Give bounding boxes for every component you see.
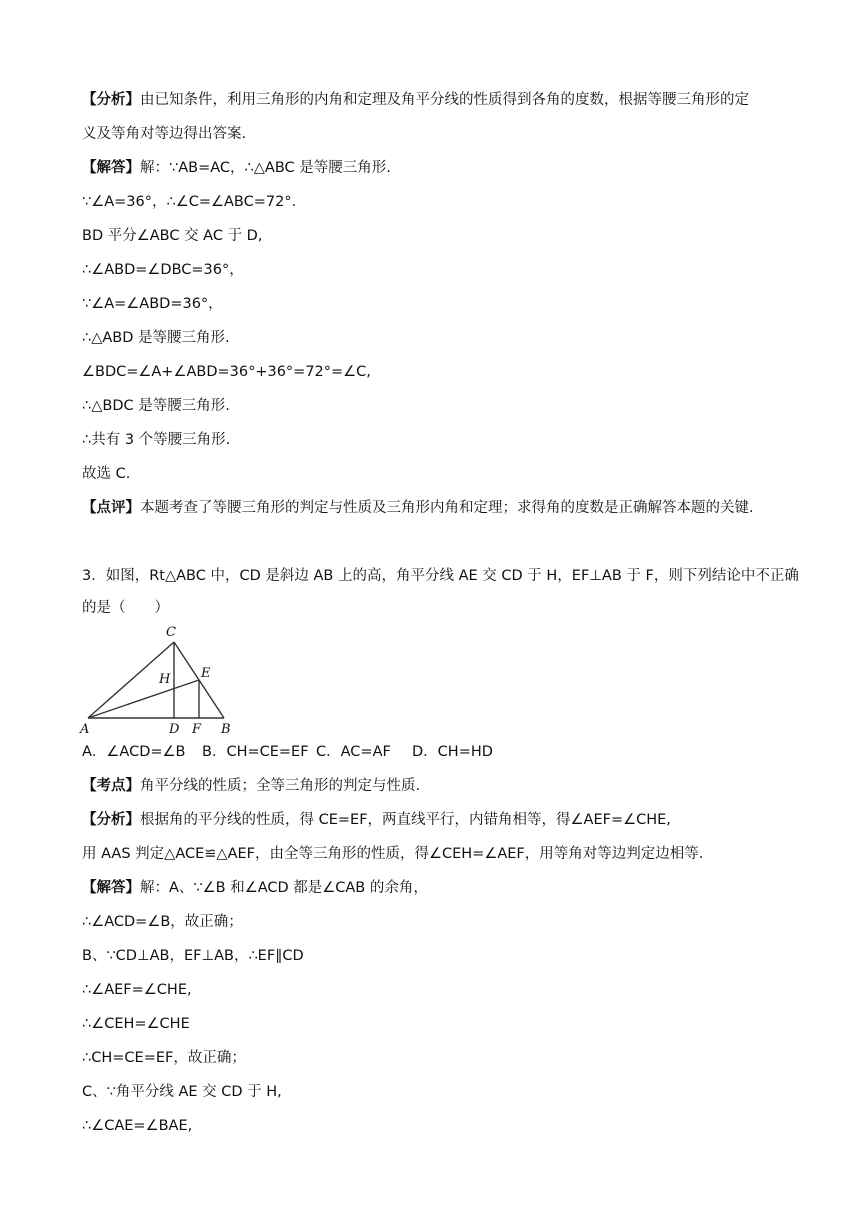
solution-line-7: ∠BDC=∠A+∠ABD=36°+36°=72°=∠C, <box>82 364 371 380</box>
solution-2-text: 解：A、∵∠B 和∠ACD 都是∠CAB 的余角， <box>140 880 428 896</box>
solution-2-line-6: ∴CH=CE=EF，故正确； <box>82 1050 246 1066</box>
analysis-text: 由已知条件，利用三角形的内角和定理及角平分线的性质得到各角的度数，根据等腰三角形的定 <box>140 92 749 108</box>
option-a: A．∠ACD=∠B <box>82 744 186 760</box>
comment-text: 本题考查了等腰三角形的判定与性质及三角形内角和定理；求得角的度数是正确解答本题的关键. <box>140 500 754 516</box>
solution-line-1 <box>82 158 391 178</box>
solution-line-2: ∵∠A=36°，∴∠C=∠ABC=72°. <box>82 194 297 210</box>
segment-ae <box>88 680 199 718</box>
solution-2-line-3: B、∵CD⊥AB，EF⊥AB，∴EF∥CD <box>82 948 304 964</box>
solution-2-line-1 <box>82 878 428 898</box>
label-c: C <box>166 625 176 640</box>
analysis-2-tag: 【分析】 <box>82 812 140 828</box>
knowledge-point-text: 角平分线的性质；全等三角形的判定与性质. <box>140 778 421 794</box>
label-b: B <box>221 722 231 737</box>
analysis-2-line-1 <box>82 810 671 830</box>
solution-text: 解：∵AB=AC，∴△ABC 是等腰三角形. <box>140 160 391 176</box>
solution-line-9: ∴共有 3 个等腰三角形. <box>82 432 231 448</box>
label-d: D <box>169 722 180 737</box>
analysis-2-text: 根据角的平分线的性质，得 CE=EF，两直线平行，内错角相等，得∠AEF=∠CHE, <box>140 812 671 828</box>
solution-line-10: 故选 C. <box>82 466 131 482</box>
knowledge-point-line <box>82 776 420 796</box>
label-e: E <box>201 666 211 681</box>
solution-line-5: ∵∠A=∠ABD=36°， <box>82 296 223 312</box>
triangle-figure <box>78 622 238 738</box>
solution-line-4: ∴∠ABD=∠DBC=36°， <box>82 262 244 278</box>
solution-2-line-8: ∴∠CAE=∠BAE, <box>82 1118 193 1134</box>
question-3-line-2: 的是（ ） <box>82 600 169 616</box>
solution-line-3: BD 平分∠ABC 交 AC 于 D, <box>82 228 263 244</box>
analysis-2-line-2: 用 AAS 判定△ACE≌△AEF，由全等三角形的性质，得∠CEH=∠AEF，用等角对等边判定边相等. <box>82 846 704 862</box>
solution-2-tag: 【解答】 <box>82 880 140 896</box>
label-h: H <box>159 672 171 687</box>
solution-line-8: ∴△BDC 是等腰三角形. <box>82 398 230 414</box>
solution-2-line-4: ∴∠AEF=∠CHE, <box>82 982 192 998</box>
analysis-line-2: 义及等角对等边得出答案. <box>82 126 247 142</box>
option-b: B．CH=CE=EF <box>202 744 309 760</box>
solution-2-line-5: ∴∠CEH=∠CHE <box>82 1016 190 1032</box>
knowledge-point-tag: 【考点】 <box>82 778 140 794</box>
option-d: D．CH=HD <box>412 744 493 760</box>
analysis-line-1 <box>82 90 749 110</box>
label-a: A <box>80 722 90 737</box>
solution-tag: 【解答】 <box>82 160 140 176</box>
question-3-line-1: 3．如图，Rt△ABC 中，CD 是斜边 AB 上的高，角平分线 AE 交 CD 于 H，EF⊥AB 于 F，则下列结论中不正确 <box>82 568 799 584</box>
comment-line <box>82 498 754 518</box>
label-f: F <box>192 722 202 737</box>
option-c: C．AC=AF <box>316 744 391 760</box>
solution-2-line-7: C、∵角平分线 AE 交 CD 于 H, <box>82 1084 282 1100</box>
solution-line-6: ∴△ABD 是等腰三角形. <box>82 330 230 346</box>
analysis-tag: 【分析】 <box>82 92 140 108</box>
comment-tag: 【点评】 <box>82 500 140 516</box>
solution-2-line-2: ∴∠ACD=∠B，故正确； <box>82 914 243 930</box>
